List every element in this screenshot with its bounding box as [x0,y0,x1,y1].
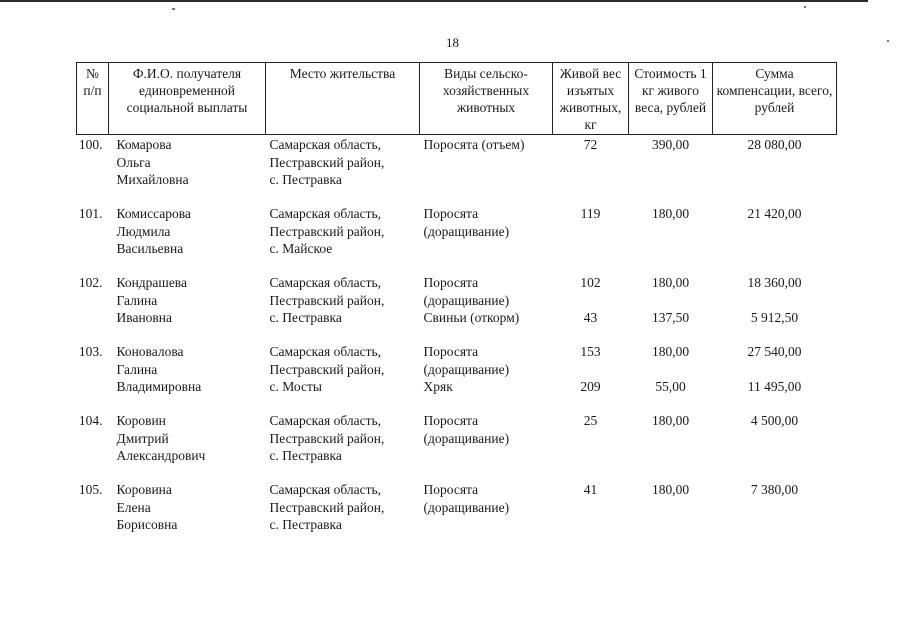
residence: Самарская область, Пестравский район, с. Пестравка [269,137,385,187]
weight-value: 102 [580,275,601,290]
weight-value: 25 [583,413,598,428]
price-value: 180,00 [651,413,690,428]
table-row [77,412,837,481]
scan-speck [804,6,806,8]
header-num: № п/п [77,63,109,135]
animal-types [420,274,553,343]
header-sum: Сумма компенсации, всего, рублей [713,63,837,135]
sum-value: 5 912,50 [750,310,799,325]
residence: Самарская область, Пестравский район, с. Пестравка [269,482,385,532]
animal-type: Поросята (доращивание) [423,413,510,446]
header-price: Стоимость 1 кг живого веса, рублей [629,63,713,135]
price-per-kg [629,343,713,412]
residence: Самарская область, Пестравский район, с. Пестравка [269,275,385,325]
page-number: 18 [446,35,459,50]
live-weight [553,205,629,274]
scan-speck [887,40,889,42]
price-per-kg [629,135,713,206]
sum-value: 4 500,00 [750,413,799,428]
price-value: 390,00 [651,137,690,152]
live-weight [553,135,629,206]
animal-type: Свиньи (откорм) [423,310,520,325]
recipient-name: Комиссарова Людмила Васильевна [116,206,191,256]
compensation-sum [713,274,837,343]
top-border-line [0,0,868,2]
live-weight [553,343,629,412]
recipient-name: Кондрашева Галина Ивановна [116,275,187,325]
animal-types [420,481,553,550]
weight-value: 72 [583,137,598,152]
scan-speck [172,8,175,10]
price-per-kg [629,412,713,481]
row-number: 101. [78,206,103,221]
weight-value: 153 [580,344,601,359]
row-number: 103. [78,344,103,359]
live-weight [553,274,629,343]
header-place: Место жительства [266,63,420,135]
price-per-kg [629,481,713,550]
weight-value: 119 [580,206,601,221]
table-row [77,343,837,412]
weight-value: 43 [583,310,598,325]
table-row [77,481,837,550]
recipient-name: Коновалова Галина Владимировна [116,344,202,394]
animal-types [420,343,553,412]
price-value: 180,00 [651,275,690,290]
price-value: 180,00 [651,206,690,221]
animal-types [420,205,553,274]
row-number: 105. [78,482,103,497]
sum-value: 7 380,00 [750,482,799,497]
animal-type: Поросята (доращивание) [423,275,510,308]
table-row [77,205,837,274]
table-header-row [77,63,837,135]
price-value: 55,00 [655,379,686,394]
animal-type: Поросята (доращивание) [423,206,510,239]
table-row [77,274,837,343]
residence: Самарская область, Пестравский район, с. Пестравка [269,413,385,463]
header-name: Ф.И.О. получателя единовременной социальной выплаты [109,63,266,135]
compensation-sum [713,205,837,274]
price-per-kg [629,274,713,343]
price-value: 137,50 [651,310,690,325]
table-row [77,135,837,206]
row-number: 100. [78,137,103,152]
sum-value: 18 360,00 [747,275,802,290]
recipient-name: Комарова Ольга Михайловна [116,137,189,187]
compensation-table-container [76,62,836,550]
header-animals: Виды сельско-хозяйственных животных [420,63,553,135]
compensation-sum [713,412,837,481]
sum-value: 11 495,00 [747,379,802,394]
row-number: 104. [78,413,103,428]
residence: Самарская область, Пестравский район, с. Мосты [269,344,385,394]
weight-value: 209 [580,379,601,394]
compensation-sum [713,135,837,206]
header-weight: Живой вес изъятых животных, кг [553,63,629,135]
animal-type: Поросята (отъем) [423,137,525,152]
price-per-kg [629,205,713,274]
residence: Самарская область, Пестравский район, с. Майское [269,206,385,256]
sum-value: 27 540,00 [747,344,802,359]
sum-value: 21 420,00 [747,206,802,221]
recipient-name: Коровин Дмитрий Александрович [116,413,206,463]
row-number: 102. [78,275,103,290]
animal-type: Поросята (доращивание) [423,344,510,377]
compensation-sum [713,343,837,412]
compensation-sum [713,481,837,550]
recipient-name: Коровина Елена Борисовна [116,482,178,532]
animal-type: Поросята (доращивание) [423,482,510,515]
table-body [77,135,837,551]
live-weight [553,412,629,481]
live-weight [553,481,629,550]
animal-type: Хряк [423,379,453,394]
sum-value: 28 080,00 [747,137,802,152]
price-value: 180,00 [651,482,690,497]
animal-types [420,412,553,481]
weight-value: 41 [583,482,598,497]
animal-types [420,135,553,206]
compensation-table [76,62,837,550]
price-value: 180,00 [651,344,690,359]
